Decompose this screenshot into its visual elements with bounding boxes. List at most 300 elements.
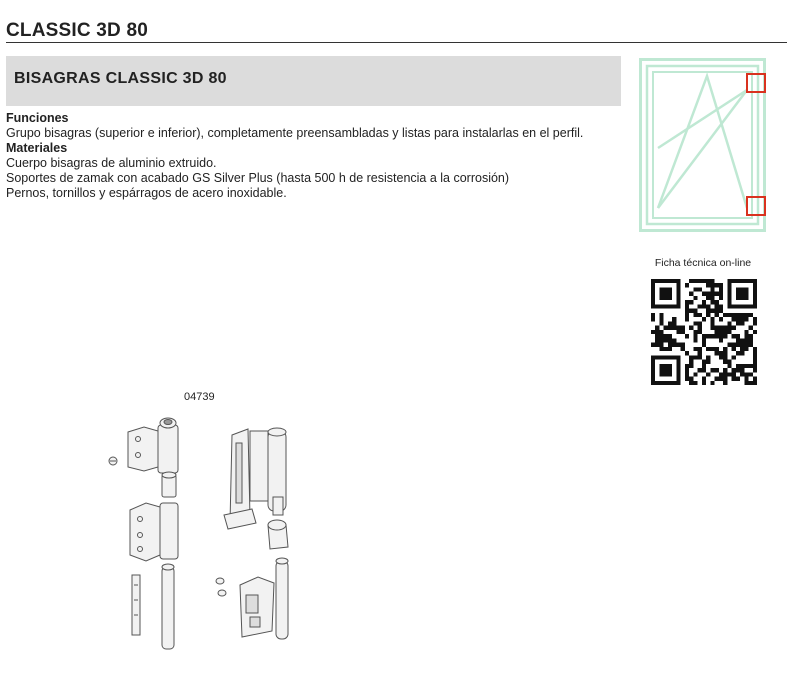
qr-module [736,343,740,347]
qr-module [659,347,663,351]
qr-module [655,326,659,330]
qr-module [723,334,727,338]
qr-module [732,279,736,283]
qr-module [715,368,719,372]
qr-module [732,347,736,351]
qr-module [749,326,753,330]
qr-module [723,381,727,385]
qr-module [676,304,680,308]
qr-module [727,287,731,291]
qr-module [740,279,744,283]
qr-module [706,372,710,376]
qr-module [706,313,710,317]
qr-module [651,364,655,368]
qr-module [710,317,714,321]
qr-module [651,313,655,317]
qr-module [659,372,663,376]
qr-module [719,317,723,321]
qr-module [740,372,744,376]
qr-module [753,279,757,283]
qr-module [659,364,663,368]
qr-module [753,283,757,287]
qr-module [672,355,676,359]
qr-module [651,372,655,376]
qr-module [659,313,663,317]
qr-module [698,368,702,372]
qr-module [659,355,663,359]
qr-module [698,326,702,330]
qr-module [676,355,680,359]
qr-module [676,326,680,330]
qr-module [727,300,731,304]
qr-module [727,279,731,283]
qr-module [719,304,723,308]
qr-module [676,377,680,381]
qr-module [719,334,723,338]
qr-module [668,347,672,351]
qr-module [689,355,693,359]
qr-module [689,292,693,296]
qr-module [715,283,719,287]
qr-module [749,343,753,347]
qr-module [685,283,689,287]
qr-module [685,368,689,372]
qr-module [685,334,689,338]
qr-module [659,292,663,296]
qr-module [685,364,689,368]
qr-module [744,338,748,342]
qr-module [672,343,676,347]
qr-module [685,317,689,321]
qr-module [685,377,689,381]
qr-module [710,334,714,338]
qr-module [655,304,659,308]
qr-module [715,347,719,351]
qr-module [753,304,757,308]
qr-module [710,381,714,385]
qr-module [744,304,748,308]
qr-module [655,355,659,359]
qr-module [706,355,710,359]
qr-module [702,368,706,372]
qr-module [736,279,740,283]
qr-module [676,360,680,364]
qr-module [672,304,676,308]
qr-module [659,321,663,325]
qr-module [753,377,757,381]
qr-module [655,334,659,338]
qr-module [693,309,697,313]
qr-module [732,334,736,338]
qr-module [723,330,727,334]
qr-module [736,292,740,296]
qr-module [693,355,697,359]
qr-module [736,321,740,325]
qr-module [693,334,697,338]
qr-module [668,292,672,296]
qr-module [698,347,702,351]
qr-module [723,326,727,330]
qr-module [736,364,740,368]
qr-module [732,313,736,317]
qr-module [727,343,731,347]
qr-module [740,296,744,300]
qr-module [719,351,723,355]
qr-module [706,360,710,364]
qr-module [664,326,668,330]
qr-module [698,279,702,283]
qr-module [693,347,697,351]
qr-module [753,296,757,300]
materiales-line-3: Pernos, tornillos y espárragos de acero inoxidable. [6,186,287,200]
upper-hinge-bracket [128,418,178,473]
qr-module [655,338,659,342]
qr-module [672,321,676,325]
qr-module [693,330,697,334]
qr-module [740,347,744,351]
qr-module [736,351,740,355]
qr-module [744,279,748,283]
qr-module [706,347,710,351]
hinge-pin-left [162,564,174,649]
qr-module [651,377,655,381]
qr-module [659,338,663,342]
qr-module [727,313,731,317]
qr-module [668,287,672,291]
qr-module [702,360,706,364]
qr-module [715,300,719,304]
qr-module [655,343,659,347]
funciones-text: Grupo bisagras (superior e inferior), completamente preensambladas y listas para instalarlas en el perfil. [6,126,584,140]
qr-module [668,334,672,338]
qr-module [676,292,680,296]
qr-module [736,313,740,317]
description-block [6,111,621,201]
qr-module [693,287,697,291]
qr-module [710,283,714,287]
qr-module [664,347,668,351]
qr-module [727,330,731,334]
qr-module [664,296,668,300]
qr-module [668,338,672,342]
qr-module [664,304,668,308]
page-title: CLASSIC 3D 80 [6,20,148,41]
qr-module [753,355,757,359]
qr-module [702,381,706,385]
qr-module [710,279,714,283]
qr-module [693,372,697,376]
qr-module [710,287,714,291]
qr-module [727,372,731,376]
qr-module [736,296,740,300]
qr-module [727,296,731,300]
qr-module [753,347,757,351]
qr-module [732,377,736,381]
qr-module [740,321,744,325]
qr-module [664,372,668,376]
qr-module [753,292,757,296]
qr-module [749,364,753,368]
qr-module [736,304,740,308]
qr-module [744,364,748,368]
qr-module [744,372,748,376]
qr-module [693,338,697,342]
qr-module [651,279,655,283]
qr-module [698,330,702,334]
pin-sleeve [162,472,176,497]
qr-module [685,304,689,308]
screws-right [216,578,226,596]
qr-module [681,326,685,330]
section-header-band [6,56,621,106]
title-divider [6,42,787,43]
qr-module [727,283,731,287]
qr-module [736,338,740,342]
qr-module [706,334,710,338]
qr-module [689,300,693,304]
qr-module [668,326,672,330]
qr-module [655,381,659,385]
qr-module [659,317,663,321]
qr-module [689,360,693,364]
qr-module [685,309,689,313]
funciones-heading: Funciones [6,111,69,125]
qr-module [753,364,757,368]
qr-module [672,326,676,330]
qr-module [676,279,680,283]
qr-module [719,292,723,296]
qr-module [749,334,753,338]
qr-module [685,351,689,355]
qr-module [753,360,757,364]
qr-module [664,355,668,359]
qr-module [719,296,723,300]
qr-module [672,338,676,342]
qr-module [651,304,655,308]
frame-hinge-upper [224,428,286,529]
qr-module [749,381,753,385]
qr-module [719,326,723,330]
qr-module [740,287,744,291]
qr-module [732,343,736,347]
qr-module [702,377,706,381]
materiales-heading: Materiales [6,141,68,155]
qr-module [723,351,727,355]
qr-module [676,364,680,368]
qr-module [744,381,748,385]
qr-module [655,279,659,283]
qr-module [744,317,748,321]
qr-module [715,334,719,338]
qr-module [676,368,680,372]
qr-module [702,317,706,321]
qr-module [668,296,672,300]
qr-module [672,381,676,385]
qr-module [664,368,668,372]
qr-module [740,364,744,368]
qr-module [749,279,753,283]
qr-module [651,287,655,291]
qr-module [719,309,723,313]
qr-module [740,304,744,308]
qr-module [740,351,744,355]
qr-module [744,330,748,334]
qr-module [702,338,706,342]
qr-module [664,279,668,283]
qr-module [698,304,702,308]
qr-module [672,317,676,321]
qr-module [749,372,753,376]
qr-module [744,343,748,347]
qr-module [732,368,736,372]
qr-module [702,292,706,296]
qr-module [659,279,663,283]
qr-module [706,309,710,313]
qr-module [706,304,710,308]
qr-module [727,326,731,330]
qr-module [736,317,740,321]
qr-module [710,309,714,313]
qr-module [676,381,680,385]
qr-module [651,330,655,334]
qr-module [702,343,706,347]
qr-module [715,377,719,381]
qr-module [736,377,740,381]
lower-hinge-bracket [130,503,178,561]
qr-module [651,317,655,321]
hinge-parts-drawing [100,405,320,655]
qr-module [723,360,727,364]
qr-module [723,372,727,376]
qr-module [719,287,723,291]
qr-module [668,343,672,347]
frame-hinge-lower [240,558,288,639]
qr-module [664,381,668,385]
qr-module [668,321,672,325]
qr-module [689,381,693,385]
qr-module [710,292,714,296]
qr-module [668,381,672,385]
qr-module [749,338,753,342]
qr-module [715,309,719,313]
hinge-cap [268,520,288,549]
qr-module [736,368,740,372]
qr-module [651,300,655,304]
qr-module [736,334,740,338]
qr-module [740,343,744,347]
qr-module [702,279,706,283]
qr-module [740,317,744,321]
qr-module [706,292,710,296]
qr-module [706,283,710,287]
qr-module [706,296,710,300]
qr-module [693,279,697,283]
qr-module [676,296,680,300]
qr-module [676,300,680,304]
qr-module [668,355,672,359]
qr-module [744,377,748,381]
qr-module [668,364,672,368]
qr-module [715,351,719,355]
qr-module [651,381,655,385]
qr-module [732,304,736,308]
qr-module [676,343,680,347]
qr-module [715,326,719,330]
qr-module [689,279,693,283]
qr-module [659,368,663,372]
qr-module [727,321,731,325]
qr-module [719,338,723,342]
qr-module [693,381,697,385]
qr-module [710,321,714,325]
qr-module [664,292,668,296]
qr-module [685,300,689,304]
qr-module [693,296,697,300]
qr-module [664,334,668,338]
qr-module [749,313,753,317]
qr-module [710,347,714,351]
qr-module [698,287,702,291]
qr-module [676,287,680,291]
qr-module [664,364,668,368]
qr-module [753,351,757,355]
qr-module [719,330,723,334]
qr-module [668,372,672,376]
qr-module [668,304,672,308]
qr-module [651,343,655,347]
article-code: 04739 [184,391,215,403]
qr-module [744,287,748,291]
qr-module [659,381,663,385]
qr-module [659,296,663,300]
window-opening-diagram-icon [639,58,766,232]
qr-module [689,326,693,330]
qr-module [698,355,702,359]
qr-module [698,351,702,355]
qr-module [753,330,757,334]
qr-module [719,377,723,381]
qr-code-icon[interactable] [651,279,757,385]
qr-module [744,334,748,338]
qr-module [651,296,655,300]
qr-module [719,283,723,287]
qr-module [706,279,710,283]
qr-module [689,309,693,313]
qr-module [681,347,685,351]
qr-module [727,364,731,368]
qr-module [727,360,731,364]
qr-module [715,313,719,317]
qr-module [723,313,727,317]
qr-module [659,330,663,334]
qr-module [655,330,659,334]
qr-module [698,321,702,325]
qr-module [715,330,719,334]
qr-module [702,364,706,368]
qr-module [676,372,680,376]
qr-module [744,313,748,317]
qr-module [664,287,668,291]
qr-module [651,283,655,287]
qr-module [698,313,702,317]
qr-module [753,368,757,372]
qr-module [753,321,757,325]
qr-module [744,347,748,351]
qr-module [753,381,757,385]
qr-module [723,347,727,351]
materiales-line-1: Cuerpo bisagras de aluminio extruido. [6,156,217,170]
qr-module [651,360,655,364]
